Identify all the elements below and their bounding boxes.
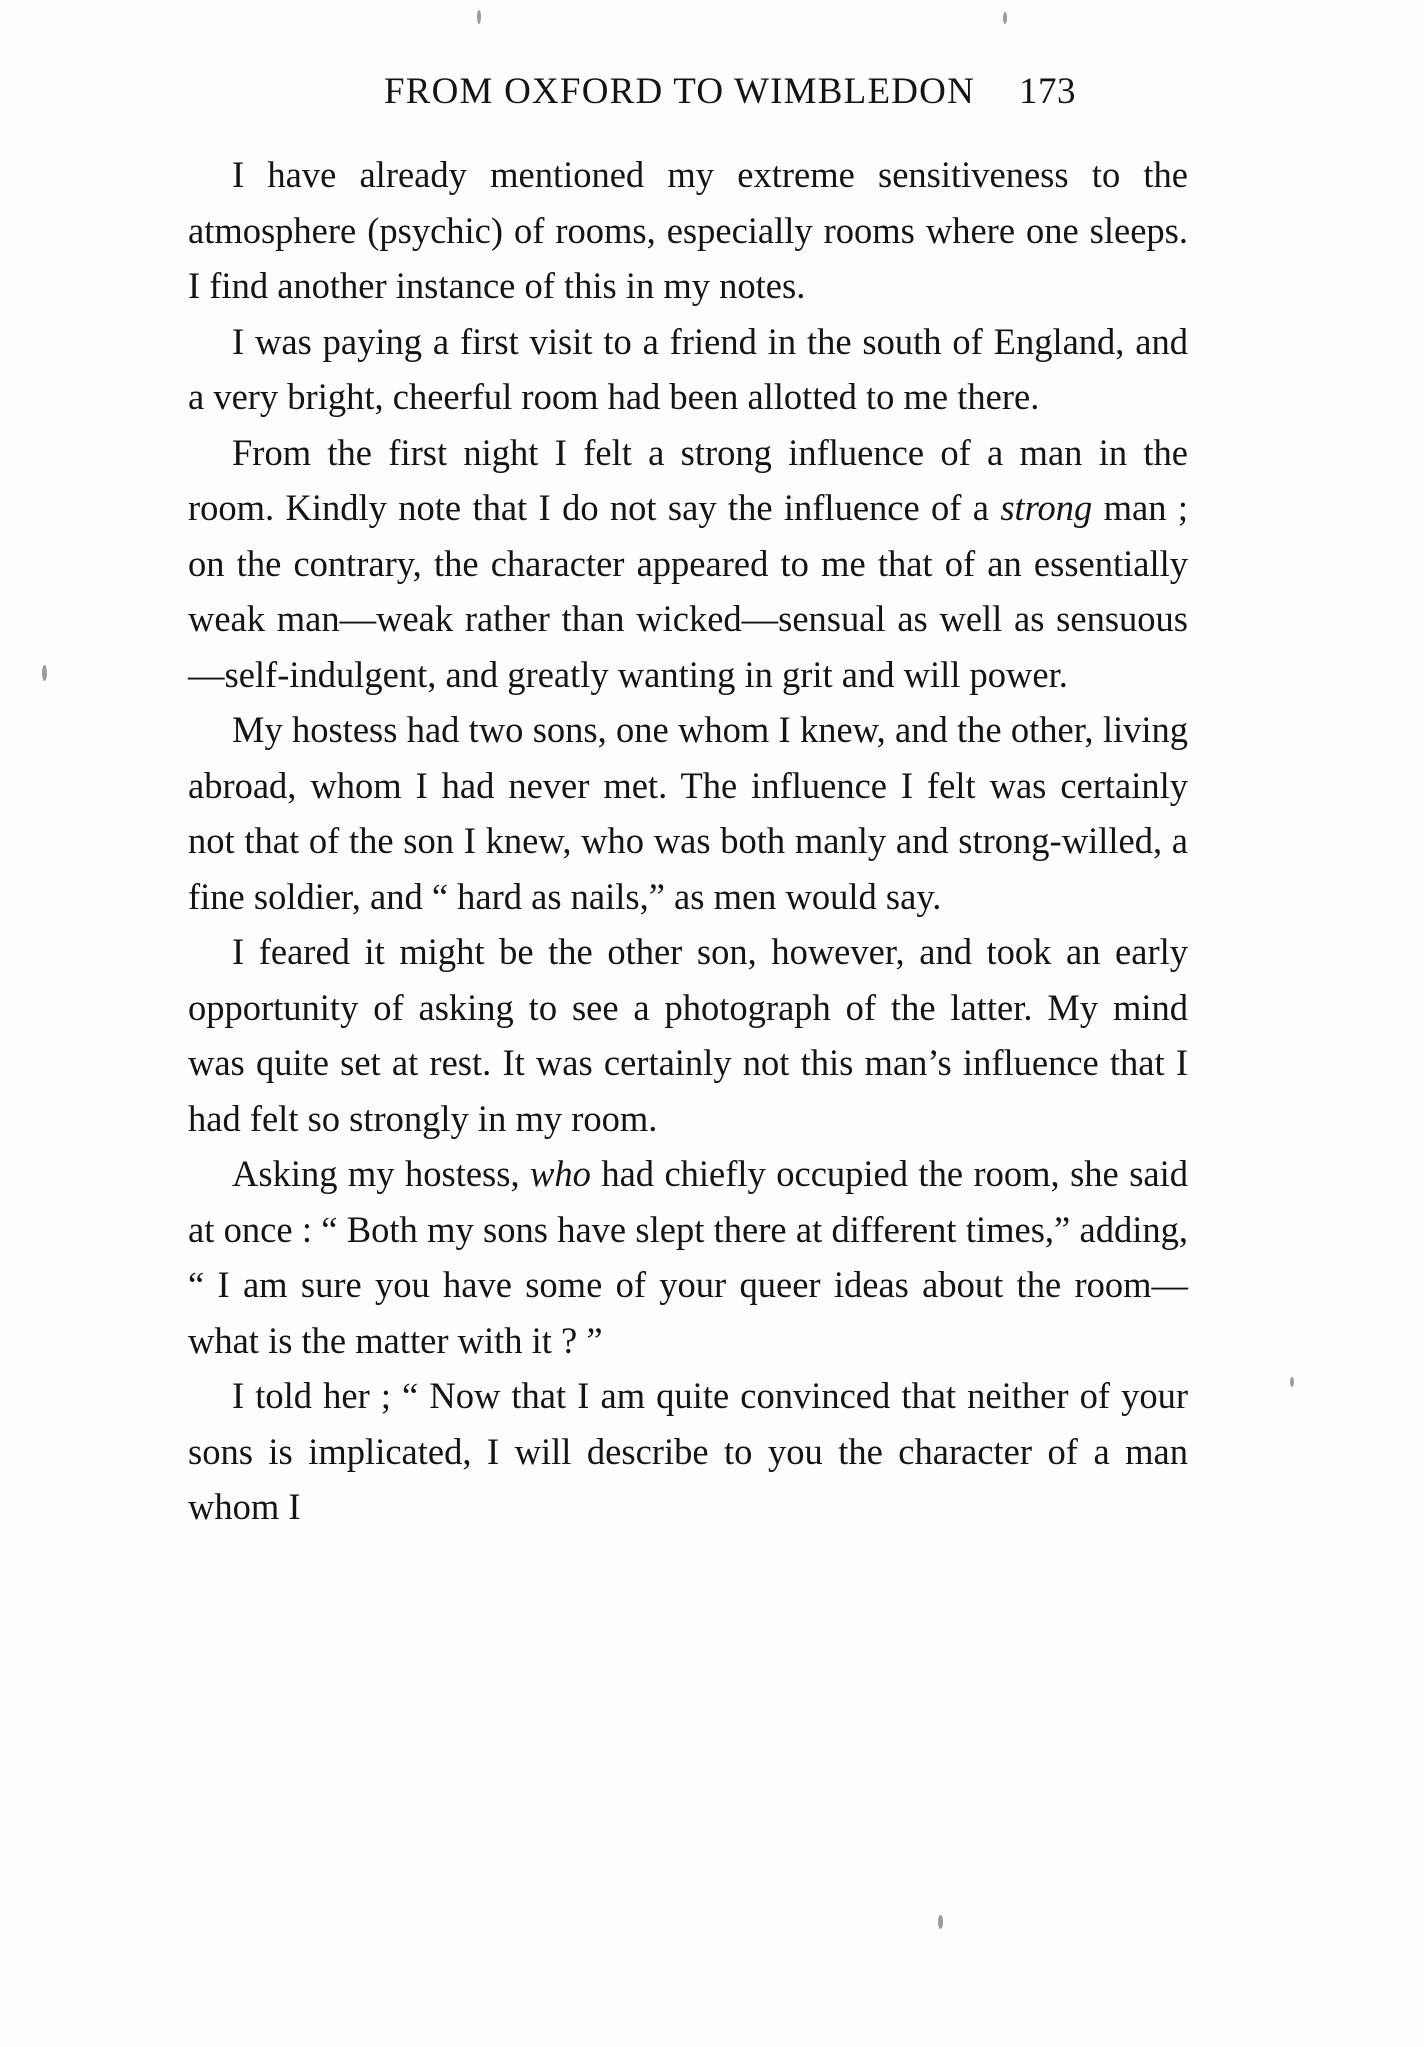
emphasis: strong [1000,487,1093,528]
print-speckle [1003,12,1007,24]
running-head-title: FROM OXFORD TO WIMBLEDON [383,71,976,112]
paragraph: I feared it might be the other son, however, and took an early opportunity of asking to see a photograph of the latter. My mind was quite set at rest. It was certainly not this man’s influence that I had felt so strongly in my room. [188,931,1188,1139]
paragraph: From the first night I felt a strong influence of a man in the room. Kindly note that I do not say the influence of a strong man ; on the contrary, the character appeared to me that of an essentially weak man—weak rather than wicked—sensual as well as sensuous—self-indulgent, and greatly wanting in grit and will power. [188,431,1188,695]
page-number: 173 [1019,71,1077,112]
running-head [170,70,1250,113]
print-speckle [477,10,481,24]
page-content [170,70,1250,1535]
print-speckle [1290,1377,1294,1387]
paragraph: I was paying a first visit to a friend in the south of England, and a very bright, cheerful room had been allotted to me there. [188,320,1188,417]
emphasis: who [530,1153,591,1194]
print-speckle [42,665,47,681]
paragraph: I have already mentioned my extreme sensitiveness to the atmosphere (psychic) of rooms, especially rooms where one sleeps. I find another instance of this in my notes. [188,154,1188,306]
print-speckle [938,1915,943,1929]
paragraph: I told her ; “ Now that I am quite convinced that neither of your sons is implicated, I will describe to you the character of a man whom I [188,1375,1188,1527]
paragraph: Asking my hostess, who had chiefly occupied the room, she said at once : “ Both my sons have slept there at different times,” adding, “ I am sure you have some of your queer ideas about the room—what is the matter with it ? ” [188,1153,1188,1361]
body-text [188,147,1188,1535]
paragraph: My hostess had two sons, one whom I knew, and the other, living abroad, whom I had never met. The influence I felt was certainly not that of the son I knew, who was both manly and strong-willed, a fine soldier, and “ hard as nails,” as men would say. [188,709,1188,917]
